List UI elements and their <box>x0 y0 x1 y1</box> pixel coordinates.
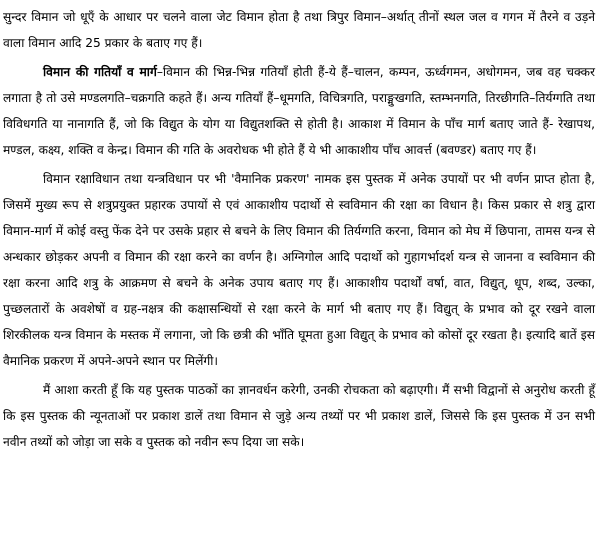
book-page-text <box>3 4 595 455</box>
paragraph-vimana-motions <box>3 59 595 163</box>
paragraph-author-request <box>3 377 595 455</box>
section-heading: विमान की गतियाँ व मार्ग <box>43 65 157 79</box>
paragraph-text: मैं आशा करती हूँ कि यह पुस्तक पाठकों का ज्ञानवर्धन करेगी, उनकी रोचकता को बढ़ाएगी। मैं सभी विद्वानों से अनुरोध करती हूँ कि इस पुस्तक की न्यूनताओं पर प्रकाश डालें तथा विमान से जुड़े अन्य तथ्यों पर भी प्रकाश डालें, जिससे कि इस पुस्तक में उन सभी नवीन तथ्यों को जोड़ा जा सके व पुस्तक को नवीन रूप दिया जा सके। <box>3 383 595 449</box>
paragraph-text: सुन्दर विमान जो धूएँ के आधार पर चलने वाला जेट विमान होता है तथा त्रिपुर विमान–अर्थात् तीनों स्थल जल व गगन में तैरने व उड़ने वाला विमान आदि 25 प्रकार के बताए गए हैं। <box>3 10 595 50</box>
paragraph-text: –विमान की भिन्न-भिन्न गतियाँ होती हैं-ये हैं–चालन, कम्पन, ऊर्ध्वगमन, अधोगमन, जब वह चक्कर लगाता है तो उसे मण्डलगति–चक्रगति कहते हैं। अन्य गतियाँ हैं–धूमगति, विचित्रगति, पराङ्मुखगति, स्तम्भनगति, तिरछीगति–तिर्यग्गति तथा विविधगति या नानागति हैं, जो कि विद्युत के योग या विद्युतशक्ति से होती है। आकाश में विमान के पाँच मार्ग बताए जाते हैं- रेखापथ, मण्डल, कक्ष्य, शक्ति व केन्द्र। विमान की गति के अवरोधक भी होते हैं ये भी आकाशीय पाँच आवर्त्त (बवण्डर) बताए गए हैं। <box>3 65 596 157</box>
paragraph-protection-methods <box>3 166 595 374</box>
paragraph-text: विमान रक्षाविधान तथा यन्त्रविधान पर भी 'वैमानिक प्रकरण' नामक इस पुस्तक में अनेक उपायों पर भी वर्णन प्राप्त होता है, जिसमें मुख्य रूप से शत्रुप्रयुक्त प्रहारक उपायों से एवं आकाशीय पदार्थो से स्वविमान की रक्षा का विधान है। किस प्रकार से शत्रु द्वारा विमान-मार्ग में कोई वस्तु फेंक देने पर उसके प्रहार से बचने के लिए विमान की तिर्यग्गति करना, विमान को मेघ में छिपाना, तामस यन्त्र से अन्धकार छोड़कर अपनी व विमान की रक्षा करने का वर्णन है। अग्निगोल आदि पदार्थो को गुहागर्भादर्श यन्त्र से जानना व स्वविमान की रक्षा करना आदि शत्रु के आक्रमण से बचने के अनेक उपाय बताए गए हैं। आकाशीय पदार्थों वर्षा, वात, विद्युत्, धूप, शब्द, उल्का, पुच्छलतारों के अवशेषों व ग्रह-नक्षत्र की कक्षासन्धियों से रक्षा करने के मार्ग भी बताए गए हैं। विद्युत् के प्रभाव को दूर रखने वाला शिरकीलक यन्त्र विमान के मस्तक में लगाना, जो कि छत्री की भाँति घूमता हुआ विद्युत् के प्रभाव को कोसों दूर रखता है। इत्यादि बातें इस वैमानिक प्रकरण में अपने-अपने स्थान पर मिलेंगी। <box>3 172 595 368</box>
paragraph-vimana-types-end <box>3 4 595 56</box>
